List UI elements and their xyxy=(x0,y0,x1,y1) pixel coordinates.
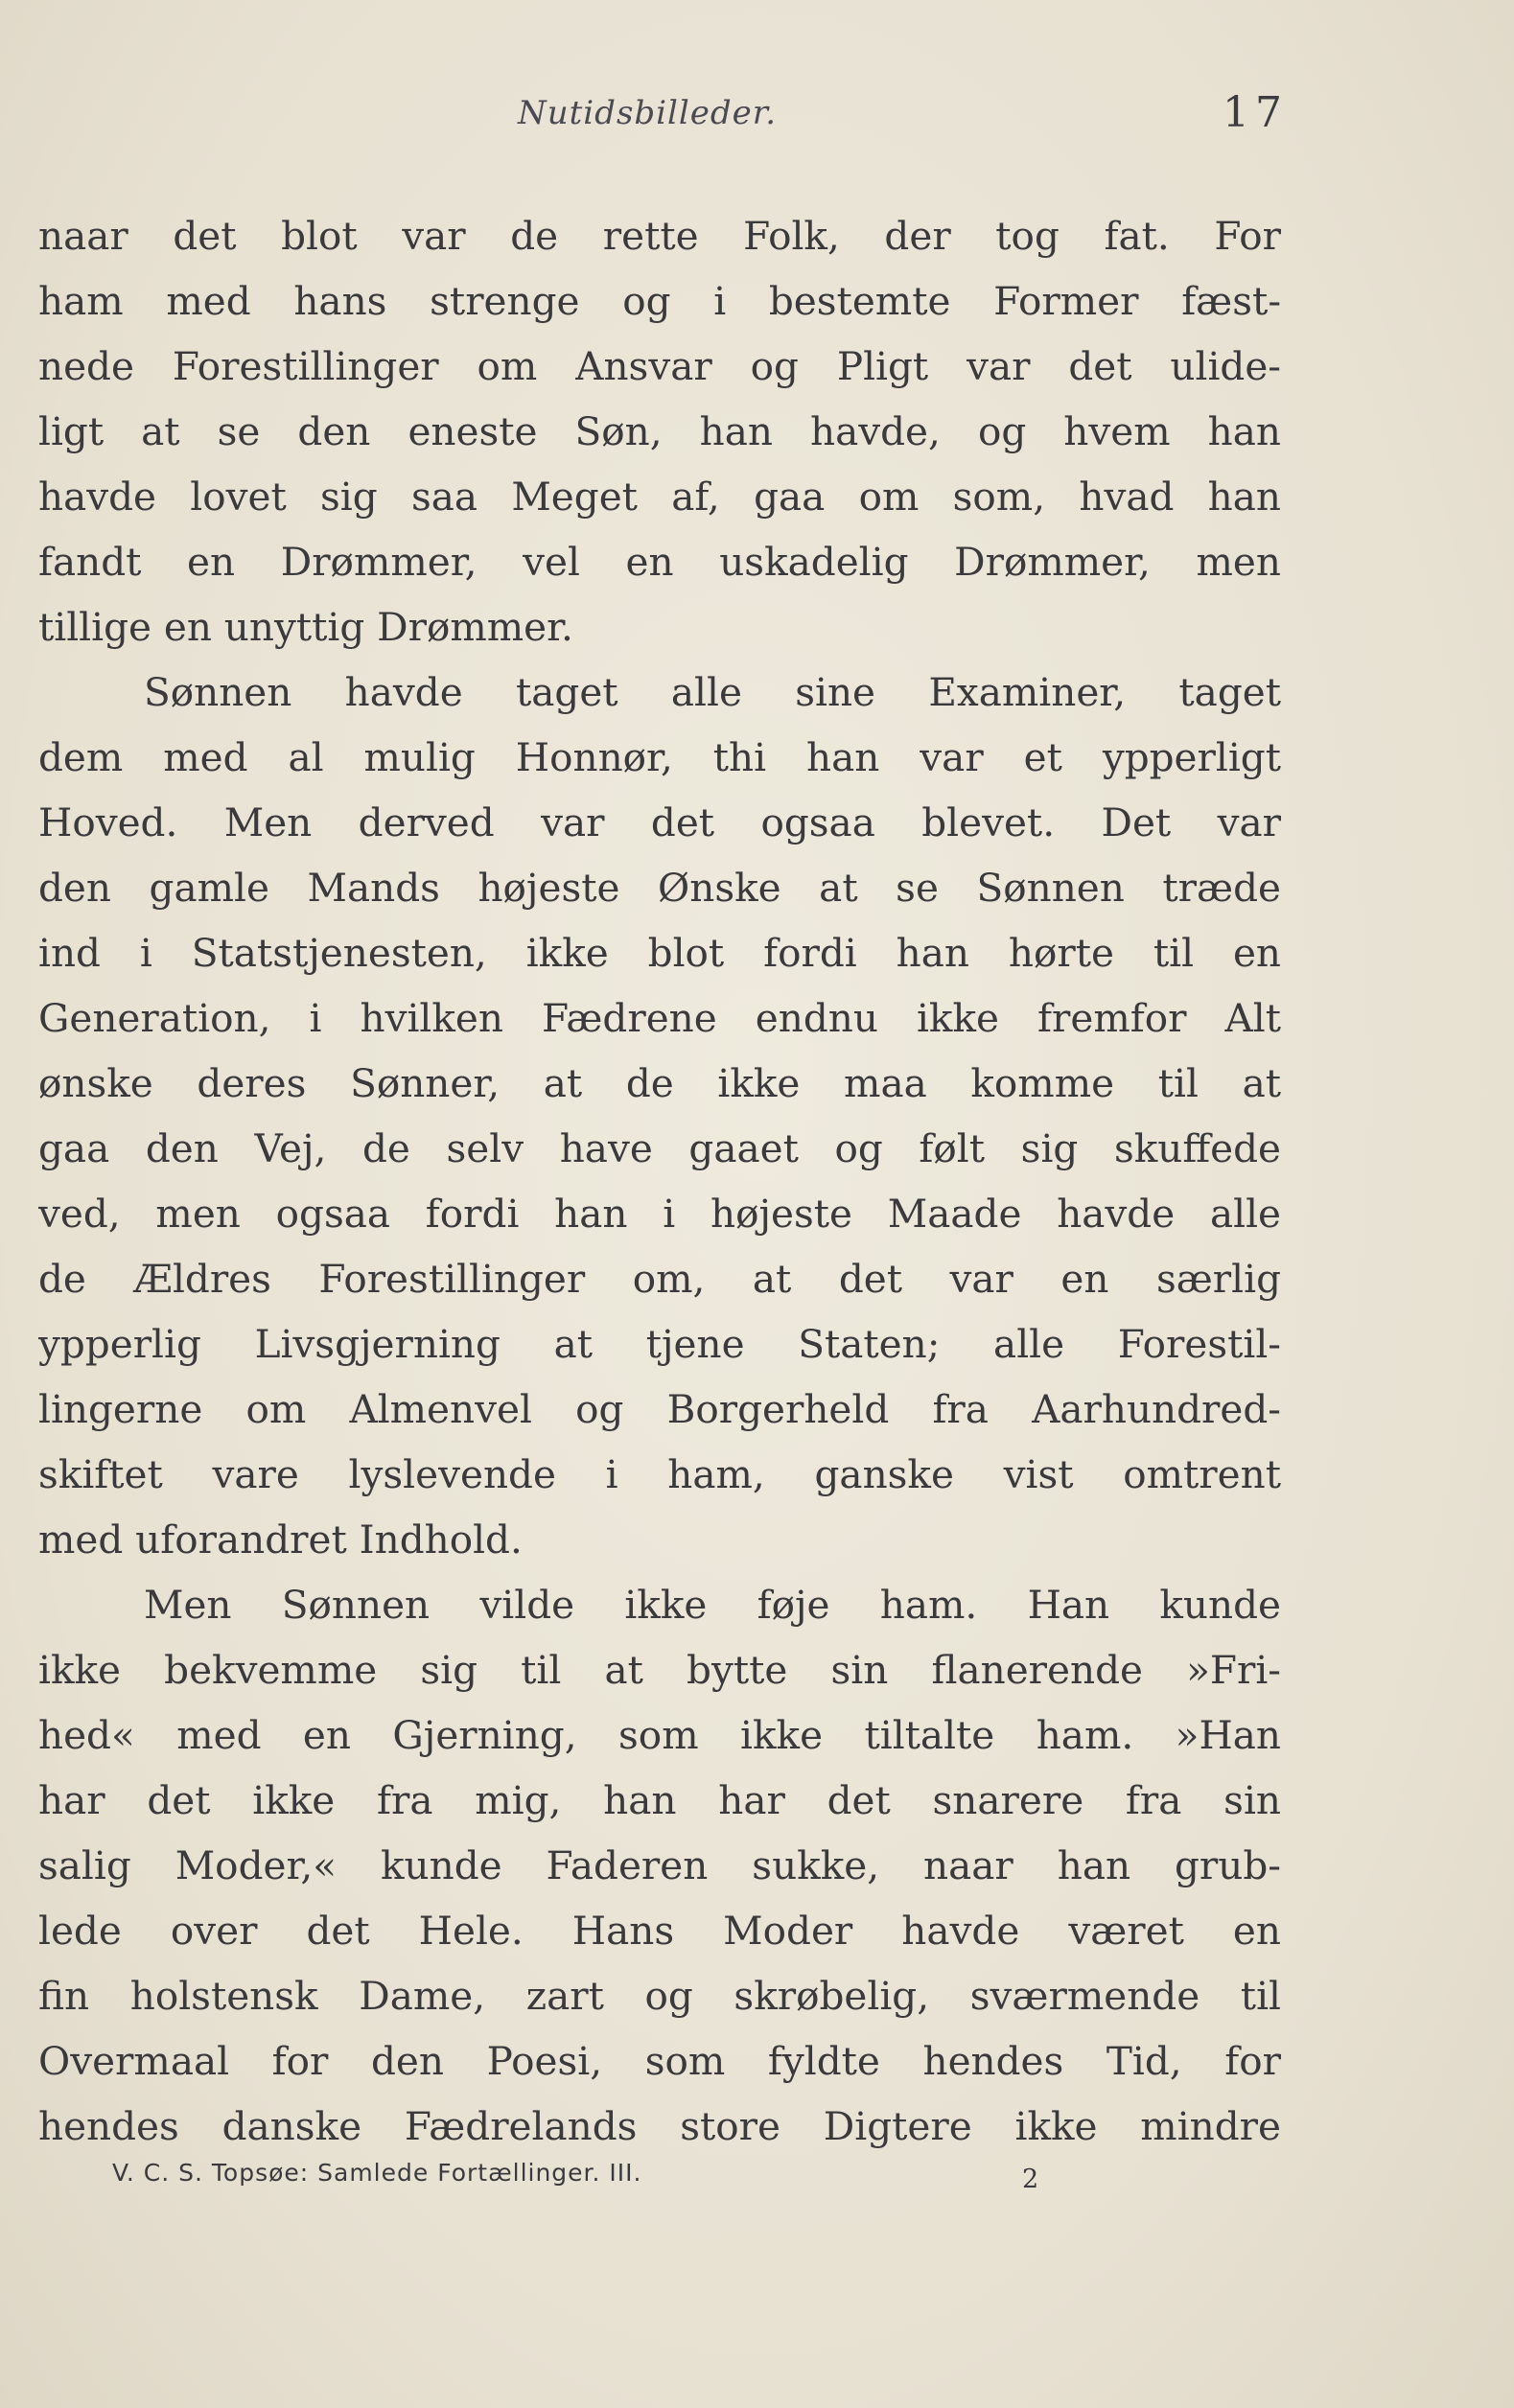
text-line: ikke bekvemme sig til at bytte sin flanerende »Fri- xyxy=(38,1647,1281,1693)
text-line: salig Moder,« kunde Faderen sukke, naar han grub- xyxy=(38,1842,1281,1888)
text-line: hendes danske Fædrelands store Digtere ikke mindre xyxy=(38,2103,1281,2149)
text-line: nede Forestillinger om Ansvar og Pligt var det ulide- xyxy=(38,343,1281,389)
running-title: Nutidsbilleder. xyxy=(518,94,778,132)
text-line: skiftet vare lyslevende i ham, ganske vist omtrent xyxy=(38,1451,1281,1497)
text-line: de Ældres Forestillinger om, at det var en særlig xyxy=(38,1256,1281,1302)
page-footer xyxy=(0,2159,1514,2197)
text-line: den gamle Mands højeste Ønske at se Sønnen træde xyxy=(38,865,1281,911)
text-line: fin holstensk Dame, zart og skrøbelig, sværmende til xyxy=(38,1973,1281,2019)
text-line: ind i Statstjenesten, ikke blot fordi han hørte til en xyxy=(38,930,1281,976)
text-line: Sønnen havde taget alle sine Examiner, taget xyxy=(144,669,1281,715)
text-line: med uforandret Indhold. xyxy=(38,1517,523,1563)
text-line: har det ikke fra mig, han har det snarere fra sin xyxy=(38,1777,1281,1823)
text-line: Overmaal for den Poesi, som fyldte hendes Tid, for xyxy=(38,2038,1281,2084)
body-text xyxy=(38,203,1281,2159)
text-line: Generation, i hvilken Fædrene endnu ikke fremfor Alt xyxy=(38,995,1281,1041)
signature-note: V. C. S. Topsøe: Samlede Fortællinger. III. xyxy=(112,2159,642,2187)
text-line: lingerne om Almenvel og Borgerheld fra Aarhundred- xyxy=(38,1386,1281,1432)
text-line: ved, men ogsaa fordi han i højeste Maade havde alle xyxy=(38,1191,1281,1237)
text-line: naar det blot var de rette Folk, der tog fat. For xyxy=(38,213,1281,259)
text-line: tillige en unyttig Drømmer. xyxy=(38,604,573,650)
text-line: ligt at se den eneste Søn, han havde, og hvem han xyxy=(38,408,1281,454)
text-line: hed« med en Gjerning, som ikke tiltalte ham. »Han xyxy=(38,1712,1281,1758)
text-line: fandt en Drømmer, vel en uskadelig Drømmer, men xyxy=(38,539,1281,585)
text-line: gaa den Vej, de selv have gaaet og følt sig skuffede xyxy=(38,1125,1281,1171)
text-line: ypperlig Livsgjerning at tjene Staten; alle Forestil- xyxy=(38,1321,1281,1367)
text-line: havde lovet sig saa Meget af, gaa om som, hvad han xyxy=(38,474,1281,520)
text-line: ønske deres Sønner, at de ikke maa komme til at xyxy=(38,1060,1281,1106)
text-line: lede over det Hele. Hans Moder havde været en xyxy=(38,1908,1281,1954)
running-head xyxy=(0,88,1514,146)
text-line: dem med al mulig Honnør, thi han var et ypperligt xyxy=(38,734,1281,780)
page-number: 17 xyxy=(1223,88,1288,137)
text-line: ham med hans strenge og i bestemte Former fæst- xyxy=(38,278,1281,324)
text-line: Men Sønnen vilde ikke føje ham. Han kunde xyxy=(144,1582,1281,1628)
text-line: Hoved. Men derved var det ogsaa blevet. Det var xyxy=(38,799,1281,845)
signature-mark: 2 xyxy=(1022,2165,1039,2194)
